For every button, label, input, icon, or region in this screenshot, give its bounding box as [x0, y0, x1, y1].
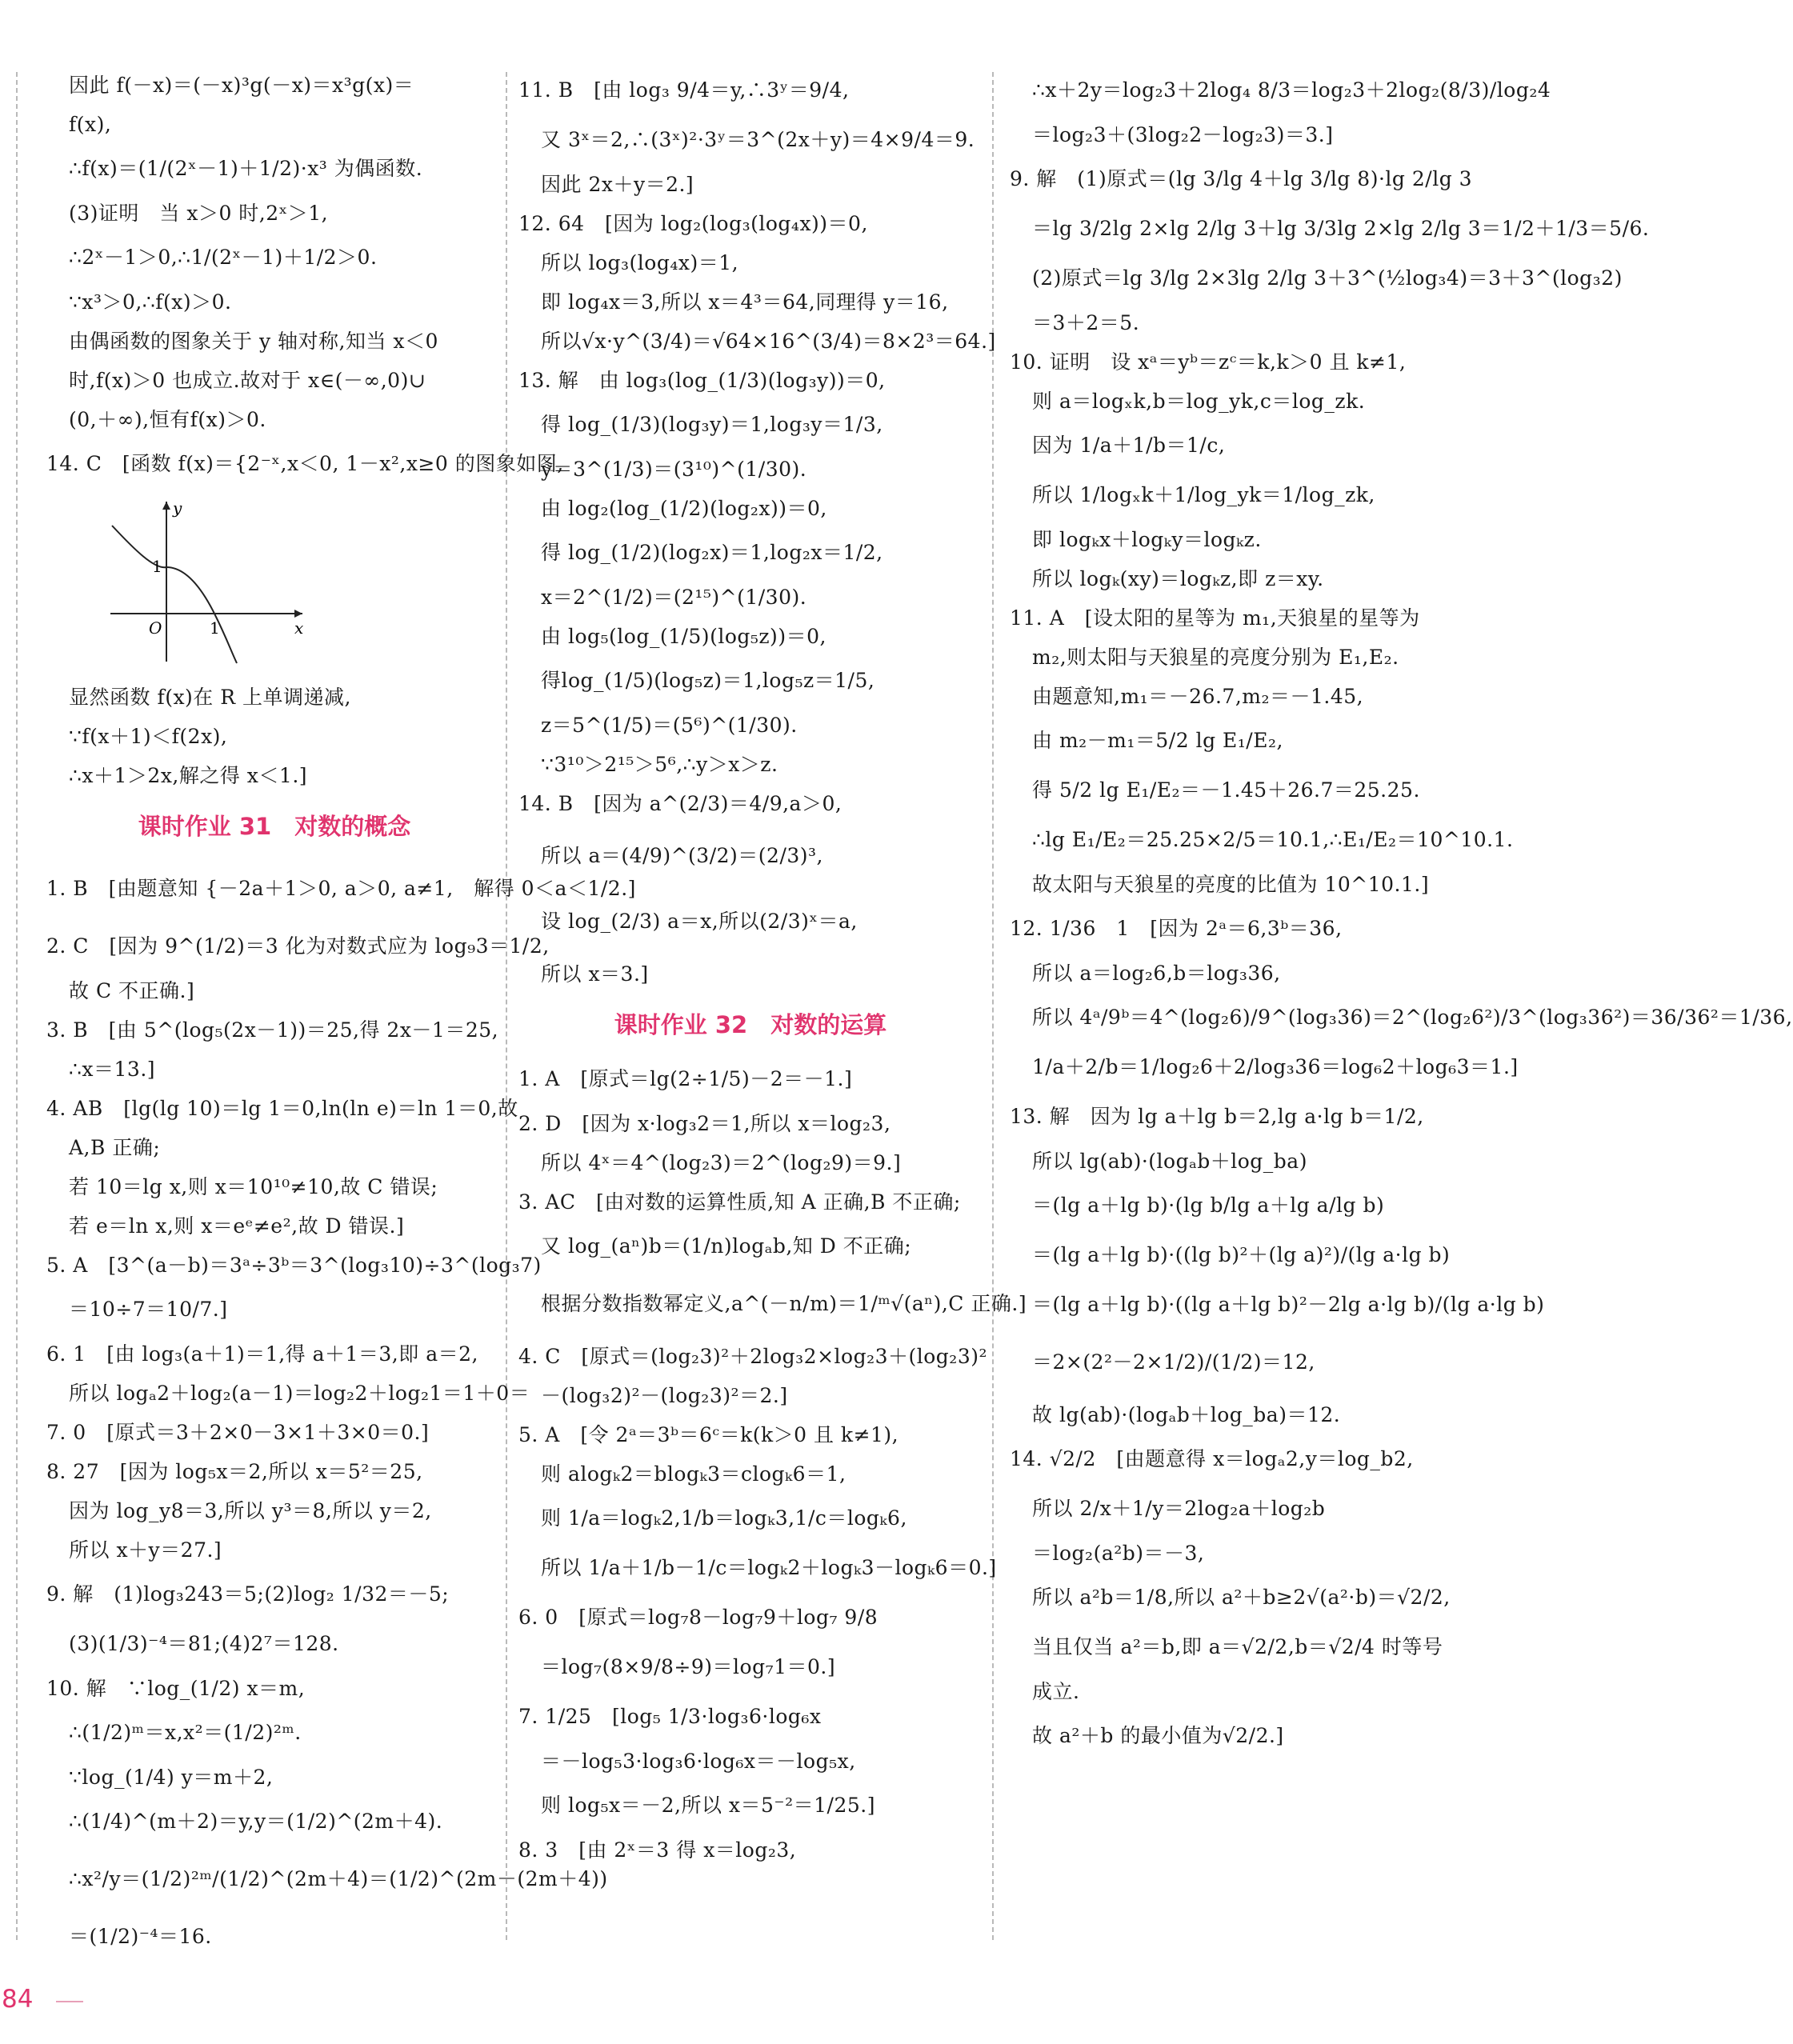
- text-line: 10. 解 ∵log_(1/2) x＝m,: [46, 1677, 306, 1700]
- text-line: ∴f(x)＝(1/(2ˣ－1)＋1/2)·x³ 为偶函数.: [69, 157, 423, 180]
- text-line: ＝lg 3/2lg 2×lg 2/lg 3＋lg 3/3lg 2×lg 2/lg 3＝1/2＋1/3＝5/6.: [1032, 217, 1650, 240]
- text-line: 所以 a²b＝1/8,所以 a²＋b≥2√(a²·b)＝√2/2,: [1032, 1586, 1451, 1609]
- text-line: 得log_(1/5)(log₅z)＝1,log₅z＝1/5,: [541, 669, 875, 692]
- text-line: 当且仅当 a²＝b,即 a＝√2/2,b＝√2/4 时等号: [1032, 1635, 1443, 1658]
- page-number-dash: [56, 2001, 83, 2002]
- text-line: 13. 解 由 log₃(log_(1/3)(log₃y))＝0,: [518, 369, 886, 392]
- text-line: ∴2ˣ－1＞0,∴1/(2ˣ－1)＋1/2＞0.: [69, 246, 378, 269]
- section-title: 课时作业 31 对数的概念: [138, 813, 411, 840]
- text-line: 1. A [原式＝lg(2÷1/5)－2＝－1.]: [518, 1067, 853, 1090]
- y-axis-arrow-icon: [162, 502, 170, 510]
- text-line: 由 log₂(log_(1/2)(log₂x))＝0,: [541, 497, 827, 520]
- text-line: 所以 x＋y＝27.]: [69, 1538, 222, 1562]
- left-margin-rule: [16, 72, 18, 1940]
- text-line: 则 a＝logₓk,b＝log_yk,c＝log_zk.: [1032, 390, 1366, 413]
- column-2: [518, 66, 1027, 1948]
- text-line: 14. C [函数 f(x)＝{2⁻ˣ,x＜0, 1－x²,x≥0 的图象如图,: [46, 452, 564, 475]
- text-line: ＝log₂3＋(3log₂2－log₂3)＝3.]: [1032, 123, 1334, 146]
- text-line: 2. D [因为 x·log₃2＝1,所以 x＝log₂3,: [518, 1112, 891, 1135]
- text-line: 所以√x·y^(3/4)＝√64×16^(3/4)＝8×2³＝64.]: [541, 330, 996, 353]
- text-line: 9. 解 (1)原式＝(lg 3/lg 4＋lg 3/lg 8)·lg 2/lg 3: [1010, 167, 1473, 190]
- text-line: 因为 log_y8＝3,所以 y³＝8,所以 y＝2,: [69, 1499, 432, 1522]
- text-line: 14. √2/2 [由题意得 x＝logₐ2,y＝log_b2,: [1010, 1447, 1414, 1470]
- text-line: ∴(1/2)ᵐ＝x,x²＝(1/2)²ᵐ.: [69, 1721, 302, 1744]
- text-line: y＝3^(1/3)＝(3¹⁰)^(1/30).: [541, 458, 807, 481]
- text-line: ∵f(x＋1)＜f(2x),: [69, 725, 228, 748]
- text-line: 6. 1 [由 log₃(a＋1)＝1,得 a＋1＝3,即 a＝2,: [46, 1342, 478, 1366]
- text-line: 12. 1/36 1 [因为 2ᵃ＝6,3ᵇ＝36,: [1010, 917, 1343, 940]
- text-line: 11. A [设太阳的星等为 m₁,天狼星的星等为: [1010, 606, 1420, 630]
- text-line: 7. 0 [原式＝3＋2×0－3×1＋3×0＝0.]: [46, 1421, 430, 1444]
- text-line: 所以 a＝(4/9)^(3/2)＝(2/3)³,: [541, 844, 823, 867]
- text-line: ∴x²/y＝(1/2)²ᵐ/(1/2)^(2m＋4)＝(1/2)^(2m－(2m＋4)): [69, 1867, 608, 1890]
- x-tick-label: 1: [210, 618, 220, 638]
- text-line: 4. AB [lg(lg 10)＝lg 1＝0,ln(ln e)＝ln 1＝0,故: [46, 1097, 518, 1120]
- text-line: 得 log_(1/3)(log₃y)＝1,log₃y＝1/3,: [541, 413, 883, 436]
- text-line: ＝10÷7＝10/7.]: [69, 1298, 228, 1321]
- text-line: 1/a＋2/b＝1/log₂6＋2/log₃36＝log₆2＋log₆3＝1.]: [1032, 1055, 1519, 1078]
- text-line: 所以 4ˣ＝4^(log₂3)＝2^(log₂9)＝9.]: [541, 1151, 902, 1174]
- text-line: 因此 2x＋y＝2.]: [541, 173, 694, 196]
- text-line: ∴(1/4)^(m＋2)＝y,y＝(1/2)^(2m＋4).: [69, 1810, 443, 1833]
- function-graph: [102, 494, 318, 670]
- text-line: 所以 logₐ2＋log₂(a－1)＝log₂2＋log₂1＝1＋0＝: [69, 1382, 530, 1405]
- text-line: 显然函数 f(x)在 R 上单调递减,: [69, 686, 351, 709]
- text-line: 故 a²＋b 的最小值为√2/2.]: [1032, 1724, 1284, 1747]
- text-line: ＝log₂(a²b)＝－3,: [1032, 1542, 1205, 1565]
- text-line: 5. A [令 2ᵃ＝3ᵇ＝6ᶜ＝k(k＞0 且 k≠1),: [518, 1423, 899, 1446]
- text-line: 10. 证明 设 xᵃ＝yᵇ＝zᶜ＝k,k＞0 且 k≠1,: [1010, 350, 1407, 374]
- text-line: ∴x＋2y＝log₂3＋2log₄ 8/3＝log₂3＋2log₂(8/3)/log₂4: [1032, 78, 1551, 102]
- text-line: 若 e＝ln x,则 x＝eᵉ≠e²,故 D 错误.]: [69, 1214, 405, 1238]
- text-line: 因为 1/a＋1/b＝1/c,: [1032, 434, 1226, 457]
- text-line: ＝(lg a＋lg b)·((lg a＋lg b)²－2lg a·lg b)/(lg a·lg b): [1032, 1293, 1545, 1316]
- text-line: 12. 64 [因为 log₂(log₃(log₄x))＝0,: [518, 212, 868, 235]
- text-line: 所以 2/x＋1/y＝2log₂a＋log₂b: [1032, 1497, 1326, 1520]
- text-line: 根据分数指数幂定义,a^(－n/m)＝1/ᵐ√(aⁿ),C 正确.]: [541, 1292, 1027, 1315]
- text-line: 5. A [3^(a－b)＝3ᵃ÷3ᵇ＝3^(log₃10)÷3^(log₃7): [46, 1254, 542, 1277]
- origin-label: O: [149, 618, 162, 638]
- text-line: ＝(1/2)⁻⁴＝16.: [69, 1925, 212, 1948]
- text-line: 所以 x＝3.]: [541, 962, 649, 986]
- text-line: z＝5^(1/5)＝(5⁶)^(1/30).: [541, 714, 798, 737]
- text-line: (3)(1/3)⁻⁴＝81;(4)2⁷＝128.: [69, 1632, 339, 1655]
- text-line: (0,＋∞),恒有f(x)＞0.: [69, 408, 266, 431]
- text-line: 所以 logₖ(xy)＝logₖz,即 z＝xy.: [1032, 567, 1324, 590]
- text-line: 故太阳与天狼星的亮度的比值为 10^10.1.]: [1032, 873, 1430, 896]
- text-line: 则 alogₖ2＝blogₖ3＝clogₖ6＝1,: [541, 1462, 846, 1486]
- text-line: 得 5/2 lg E₁/E₂＝－1.45＋26.7＝25.25.: [1032, 778, 1420, 802]
- text-line: 所以 1/a＋1/b－1/c＝logₖ2＋logₖ3－logₖ6＝0.]: [541, 1556, 997, 1579]
- text-line: 3. AC [由对数的运算性质,知 A 正确,B 不正确;: [518, 1190, 961, 1214]
- text-line: (2)原式＝lg 3/lg 2×3lg 2/lg 3＋3^(½log₃4)＝3＋3^(log₃2): [1032, 266, 1623, 290]
- text-line: ＝(lg a＋lg b)·((lg b)²＋(lg a)²)/(lg a·lg b): [1032, 1243, 1451, 1266]
- y-tick-label: 1: [152, 557, 162, 576]
- text-line: 得 log_(1/2)(log₂x)＝1,log₂x＝1/2,: [541, 541, 883, 564]
- text-line: 2. C [因为 9^(1/2)＝3 化为对数式应为 log₉3＝1/2,: [46, 934, 550, 958]
- text-line: 时,f(x)＞0 也成立.故对于 x∈(－∞,0)∪: [69, 369, 426, 392]
- text-line: ∴lg E₁/E₂＝25.25×2/5＝10.1,∴E₁/E₂＝10^10.1.: [1032, 828, 1514, 851]
- text-line: 所以 a＝log₂6,b＝log₃36,: [1032, 962, 1281, 985]
- text-line: －(log₃2)²－(log₂3)²＝2.]: [541, 1384, 788, 1407]
- text-line: 9. 解 (1)log₃243＝5;(2)log₂ 1/32＝－5;: [46, 1582, 450, 1606]
- column-3: [1010, 66, 1793, 1948]
- text-line: 成立.: [1032, 1680, 1080, 1703]
- text-line: 设 log_(2/3) a＝x,所以(2/3)ˣ＝a,: [541, 910, 858, 933]
- text-line: 14. B [因为 a^(2/3)＝4/9,a＞0,: [518, 792, 842, 815]
- text-line: 4. C [原式＝(log₂3)²＋2log₃2×log₂3＋(log₂3)²: [518, 1345, 988, 1368]
- text-line: 即 log₄x＝3,所以 x＝4³＝64,同理得 y＝16,: [541, 290, 949, 314]
- text-line: 3. B [由 5^(log₅(2x－1))＝25,得 2x－1＝25,: [46, 1018, 499, 1042]
- text-line: A,B 正确;: [69, 1136, 161, 1159]
- x-axis-arrow-icon: [294, 610, 302, 618]
- text-line: 11. B [由 log₃ 9/4＝y,∴3ʸ＝9/4,: [518, 78, 850, 102]
- text-line: 又 3ˣ＝2,∴(3ˣ)²·3ʸ＝3^(2x＋y)＝4×9/4＝9.: [541, 128, 975, 151]
- text-line: 故 C 不正确.]: [69, 979, 195, 1002]
- text-line: ∵3¹⁰＞2¹⁵＞5⁶,∴y＞x＞z.: [541, 753, 778, 776]
- text-line: 由题意知,m₁＝－26.7,m₂＝－1.45,: [1032, 685, 1364, 708]
- text-line: ∵x³＞0,∴f(x)＞0.: [69, 290, 232, 314]
- text-line: 若 10＝lg x,则 x＝10¹⁰≠10,故 C 错误;: [69, 1175, 438, 1198]
- text-line: 所以 lg(ab)·(logₐb＋log_ba): [1032, 1150, 1307, 1173]
- text-line: 6. 0 [原式＝log₇8－log₇9＋log₇ 9/8: [518, 1606, 878, 1629]
- text-line: 由 log₅(log_(1/5)(log₅z))＝0,: [541, 625, 826, 648]
- text-line: 7. 1/25 [log₅ 1/3·log₃6·log₆x: [518, 1705, 822, 1728]
- text-line: 又 log_(aⁿ)b＝(1/n)logₐb,知 D 不正确;: [541, 1234, 912, 1258]
- text-line: x＝2^(1/2)＝(2¹⁵)^(1/30).: [541, 586, 807, 609]
- text-line: ∴x＝13.]: [69, 1058, 156, 1081]
- text-line: 则 log₅x＝－2,所以 x＝5⁻²＝1/25.]: [541, 1794, 875, 1817]
- text-line: 由 m₂－m₁＝5/2 lg E₁/E₂,: [1032, 729, 1283, 752]
- text-line: 所以 1/logₓk＋1/log_yk＝1/log_zk,: [1032, 483, 1375, 506]
- page-number: 84: [2, 1985, 34, 2014]
- text-line: ＝－log₅3·log₃6·log₆x＝－log₅x,: [541, 1750, 856, 1773]
- x-axis-label: x: [294, 618, 304, 638]
- text-line: ＝(lg a＋lg b)·(lg b/lg a＋lg a/lg b): [1032, 1194, 1385, 1217]
- text-line: 1. B [由题意知 {－2a＋1＞0, a＞0, a≠1, 解得 0＜a＜1/2.]: [46, 877, 636, 900]
- text-line: ∵log_(1/4) y＝m＋2,: [69, 1766, 274, 1789]
- y-axis-label: y: [173, 498, 182, 518]
- text-line: 故 lg(ab)·(logₐb＋log_ba)＝12.: [1032, 1403, 1341, 1426]
- text-line: 所以 4ᵃ/9ᵇ＝4^(log₂6)/9^(log₃36)＝2^(log₂6²)/3^(log₃36²)＝36/36²＝1/36,: [1032, 1006, 1793, 1029]
- text-line: 则 1/a＝logₖ2,1/b＝logₖ3,1/c＝logₖ6,: [541, 1506, 907, 1530]
- text-line: ＝2×(2²－2×1/2)/(1/2)＝12,: [1032, 1350, 1315, 1374]
- text-line: f(x),: [69, 113, 112, 136]
- text-line: 由偶函数的图象关于 y 轴对称,知当 x＜0: [69, 330, 438, 353]
- text-line: m₂,则太阳与天狼星的亮度分别为 E₁,E₂.: [1032, 646, 1399, 669]
- text-line: 8. 3 [由 2ˣ＝3 得 x＝log₂3,: [518, 1838, 797, 1862]
- curve-right-branch: [166, 567, 237, 663]
- column-divider-1: [506, 72, 507, 1940]
- text-line: ∴x＋1＞2x,解之得 x＜1.]: [69, 764, 308, 787]
- text-line: (3)证明 当 x＞0 时,2ˣ＞1,: [69, 202, 329, 225]
- text-line: ＝log₇(8×9/8÷9)＝log₇1＝0.]: [541, 1655, 836, 1678]
- section-title: 课时作业 32 对数的运算: [614, 1011, 887, 1038]
- text-line: 13. 解 因为 lg a＋lg b＝2,lg a·lg b＝1/2,: [1010, 1105, 1424, 1128]
- text-line: 所以 log₃(log₄x)＝1,: [541, 251, 739, 274]
- text-line: 即 logₖx＋logₖy＝logₖz.: [1032, 528, 1262, 551]
- text-line: 8. 27 [因为 log₅x＝2,所以 x＝5²＝25,: [46, 1460, 423, 1483]
- text-line: ＝3＋2＝5.: [1032, 311, 1140, 334]
- text-line: 因此 f(－x)＝(－x)³g(－x)＝x³g(x)＝: [69, 74, 414, 97]
